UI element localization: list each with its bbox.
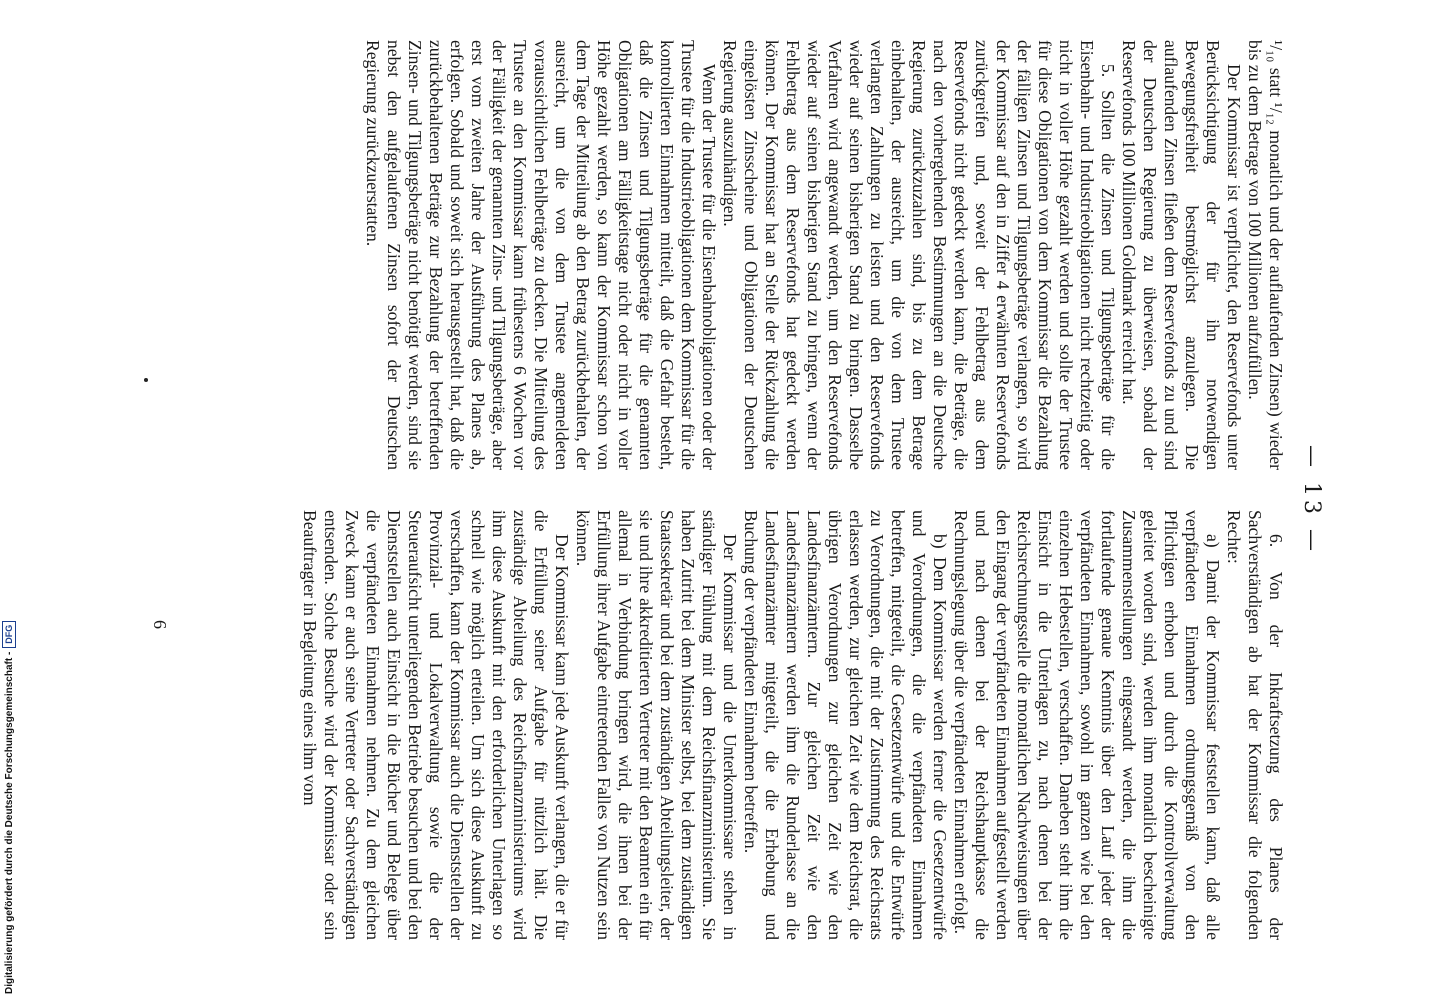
digitization-footer	[0, 594, 22, 994]
paragraph: Wenn der Trustee für die Eisenbahnobligationen oder der Trustee für die Industrieobligationen dem Kommissar für die kontrollierten Einnahmen mitteilt, daß die Gefahr besteht, daß die Zinsen und Tilgungsbeträge für die genannten Obligationen am Fälligkeitstage nicht oder nicht in voller Höhe gezahlt werden, so kann der Kommissar schon von dem Tage der Mitteilung ab den Betrag zurückbehalten, der ausreicht, um die von dem Trustee angemeldeten voraussichtlichen Fehlbeträge zu decken. Die Mitteilung des Trustee an den Kommissar kann frühestens 6 Wochen vor der Fälligkeit der genannten Zins- und Tilgungsbeträge, aber erst vom zweiten Jahre der Ausführung des Planes ab, erfolgen. Sobald und soweit sich herausgestellt hat, daß die zurückbehaltenen Beträge zur Bezahlung der betreffenden Zinsen- und Tilgungsbeträge nicht benötigt werden, sind sie nebst den aufgelaufenen Zinsen sofort der Deutschen Regierung zurückzuerstatten.	[363, 40, 719, 470]
paragraph: b) Dem Kommissar werden ferner die Gesetzentwürfe und Verordnungen, die die verpfändeten Einnahmen betreffen, mitgeteilt, die Gesetzentwürfe und die Entwürfe zu Verordnungen, die mit der Zustimmung des Reichsrats erlassen werden, zur gleichen Zeit wie dem Reichsrat, die übrigen Verordnungen zur gleichen Zeit wie den Landesfinanzämtern. Zur gleichen Zeit wie den Landesfinanzämtern werden ihm die Runderlasse an die Landesfinanzämter mitgeteilt, die die Erhebung und Buchung der verpfändeten Einnahmen betreffen.	[741, 510, 950, 940]
paragraph: Der Kommissar kann jede Auskunft verlangen, die er für die Erfüllung seiner Aufgabe für nützlich hält. Die zuständige Abteilung des Reichsfinanzministeriums wird ihm diese Auskunft mit den erforderlichen Unterlagen so schnell wie möglich erteilen. Um sich diese Auskunft zu verschaffen, kann der Kommissar auch die Dienststellen der Provinzial- und Lokalverwaltung sowie die der Steueraufsicht unterliegenden Betriebe besuchen und bei den Dienststellen auch Einsicht in die Bücher und Belege über die verpfändeten Einnahmen nehmen. Zu dem gleichen Zweck kann er auch seine Vertreter oder Sachverständigen entsenden. Solche Besuche wird der Kommissar oder sein Beauftragter in Begleitung eines ihm vom	[300, 510, 572, 940]
dfg-logo: DFG	[2, 621, 16, 648]
footer-text: Digitalisierung gefördert durch die Deutsche Forschungsgemeinschaft -	[3, 651, 15, 994]
paragraph: Der Kommissar ist verpflichtet, den Reservefonds unter Berücksichtigung der für ihn notwendigen Bewegungsfreiheit bestmöglichst anzulegen. Die auflaufenden Zinsen fließen dem Reservefonds zu und sind der Deutschen Regierung zu überweisen, sobald der Reservefonds 100 Millionen Goldmark erreicht hat.	[1119, 40, 1244, 470]
page-number: — 13 —	[1299, 445, 1324, 555]
paragraph: Der Kommissar und die Unterkommissare stehen in ständiger Fühlung mit dem Reichsfinanzministerium. Sie haben Zutritt bei dem Minister selbst, bei dem zuständigen Staatssekretär und bei dem zuständigen Abteilungsleiter, der sie und ihre akkreditierten Vertreter mit den Beamten ein für allemal in Verbindung bringen wird, die ihnen bei der Erfüllung ihrer Aufgabe eintretenden Falles von Nutzen sein können.	[573, 510, 740, 940]
left-column	[362, 40, 1286, 470]
signature-mark: 6	[150, 620, 170, 629]
paragraph: ¹/₁₀ statt ¹/₁₂ monatlich und der auflaufenden Zinsen) wieder bis zu dem Betrage von 100 Millionen aufzufüllen.	[1245, 40, 1286, 470]
paragraph: a) Damit der Kommissar feststellen kann, daß alle verpfändeten Einnahmen ordnungsgemäß von den Pflichtigen erhoben und durch die Kontrollverwaltung geleitet worden sind, werden ihm monatlich bescheinigte Zusammenstellungen eingesandt werden, die ihm die fortlaufende genaue Kenntnis über den Lauf jeder der verpfändeten Einnahmen, sowohl im ganzen wie bei den einzelnen Hebestellen, verschaffen. Daneben steht ihm die Einsicht in die Unterlagen zu, nach denen bei der Reichsrechnungsstelle die monatlichen Nachweisungen über den Eingang der verpfändeten Einnahmen aufgestellt werden und nach denen bei der Reichshauptkasse die Rechnungslegung über die verpfändeten Einnahmen erfolgt.	[951, 510, 1223, 940]
right-column	[299, 510, 1286, 940]
paragraph: 5. Sollten die Zinsen und Tilgungsbeträge für die Eisenbahn- und Industrieobligationen nicht rechtzeitig oder nicht in voller Höhe gezahlt werden und sollte der Trustee für diese Obligationen von dem Kommissar die Bezahlung der fälligen Zinsen und Tilgungsbeträge verlangen, so wird der Kommissar auf den in Ziffer 4 erwähnten Reservefonds zurückgreifen und, soweit der Fehlbetrag aus dem Reservefonds nicht gedeckt werden kann, die Beträge, die nach den vorhergehenden Bestimmungen an die Deutsche Regierung zurückzuzahlen sind, bis zu dem Betrage einbehalten, der ausreicht, um die von dem Trustee verlangten Zahlungen zu leisten und den Reservefonds wieder auf seinen bisherigen Stand zu bringen. Dasselbe Verfahren wird angewandt werden, um den Reservefonds wieder auf seinen bisherigen Stand zu bringen, wenn der Fehlbetrag aus dem Reservefonds hat gedeckt werden können. Der Kommissar hat an Stelle der Rückzahlung die eingelösten Zinsscheine und Obligationen der Deutschen Regierung auszuhändigen.	[720, 40, 1118, 470]
paragraph: 6. Von der Inkraftsetzung des Planes der Sachverständigen ab hat der Kommissar die folgenden Rechte:	[1224, 510, 1286, 940]
printer-dot	[144, 378, 148, 382]
